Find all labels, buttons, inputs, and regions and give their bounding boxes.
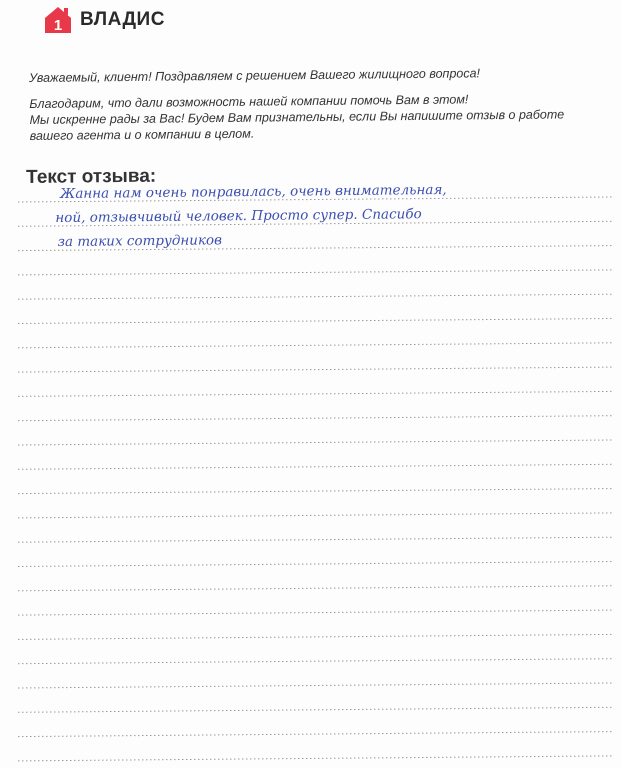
ruled-line <box>18 610 612 615</box>
ruled-line <box>18 416 612 421</box>
ruled-line <box>18 707 612 712</box>
intro-request: Мы искренне рады за Вас! Будем Вам признательны, если Вы напишите отзыв о работе <box>29 107 565 127</box>
ruled-line <box>18 489 612 494</box>
ruled-line <box>18 319 612 324</box>
ruled-line <box>18 294 612 299</box>
ruled-line <box>18 270 612 275</box>
brand-name: ВЛАДИС <box>80 9 165 30</box>
ruled-line <box>18 464 612 469</box>
intro-request-cont: вашего агента и о компании в целом. <box>29 126 255 143</box>
ruled-line <box>18 756 612 761</box>
handwritten-line: ной, отзывчивый человек. Просто супер. Спасибо <box>55 206 422 227</box>
ruled-line <box>18 440 612 445</box>
handwritten-review <box>55 178 447 254</box>
ruled-line <box>18 391 612 396</box>
ruled-line <box>18 343 612 348</box>
ruled-line <box>18 732 612 737</box>
ruled-line <box>18 513 612 518</box>
ruled-line <box>18 562 612 567</box>
logo-number: 1 <box>53 17 63 34</box>
intro-greeting: Уважаемый, клиент! Поздравляем с решением Вашего жилищного вопроса! <box>29 66 481 85</box>
ruled-line <box>18 537 612 542</box>
ruled-line <box>18 634 612 639</box>
review-heading: Текст отзыва: <box>26 165 157 188</box>
handwritten-line: за таких сотрудников <box>57 232 223 251</box>
ruled-line <box>18 683 612 688</box>
intro-thanks: Благодарим, что дали возможность нашей компании помочь Вам в этом! <box>29 92 469 111</box>
ruled-line <box>18 659 612 664</box>
ruled-line <box>18 367 612 372</box>
handwritten-line: Жанна нам очень понравилась, очень внимательная, <box>60 181 447 202</box>
ruled-line <box>18 586 612 591</box>
